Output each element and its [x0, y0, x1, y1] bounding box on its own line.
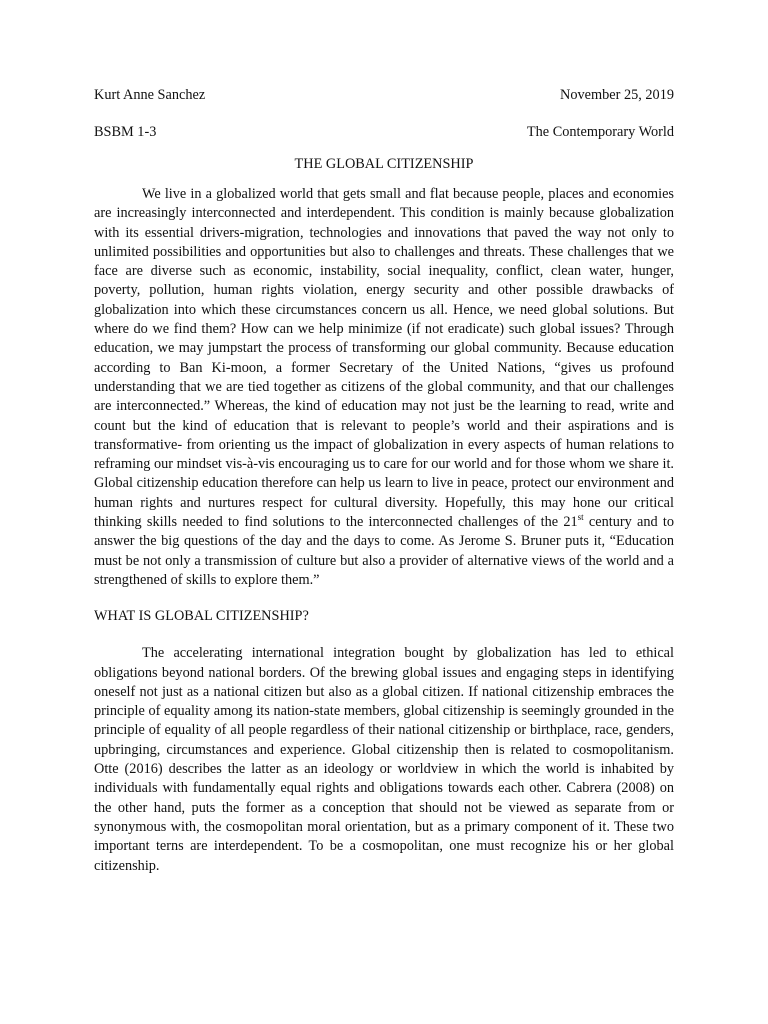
header-row-2 [94, 123, 674, 141]
document-date: November 25, 2019 [560, 87, 674, 103]
paragraph-intro-text-b: century and to answer the big questions of the day and the days to come. As Jerome S. Bruner puts it, “Education must be not only a transmission of culture but also a provider of alternative views of the world and a strengthened of skills to explore them.” [94, 514, 674, 588]
author-name: Kurt Anne Sanchez [94, 87, 206, 103]
paragraph-definition: The accelerating international integration bought by globalization has led to ethical obligations beyond national borders. Of the brewing global issues and engaging steps in identifying oneself not just as a national citizen but also as a global citizen. If national citizenship embraces the principle of equality among its nation-state members, global citizenship is seemingly grounded in the principle of equality of all people regardless of their national citizenship or birthplace, race, genders, upbringing, circumstances and experience. Global citizenship then is related to cosmopolitanism. Otte (2016) describes the latter as an ideology or worldview in which the world is inhabited by individuals with fundamentally equal rights and obligations towards each other. Cabrera (2008) on the other hand, puts the former as a conception that should not be viewed as separate from or synonymous with, the cosmopolitan moral orientation, but as a primary component of it. These two important terns are interdependent. To be a cosmopolitan, one must recognize his or her global citizenship. [94, 645, 674, 874]
course-name: The Contemporary World [526, 124, 674, 140]
paragraph-intro-text-a: We live in a globalized world that gets small and flat because people, places and economies are increasingly interconnected and interdependent. This condition is mainly because globalization with its essential drivers-migration, technologies and innovations that paved the way not only to unlimited possibilities and opportunities but also to challenges and threats. These challenges that we face are diverse such as economic, instability, social inequality, conflict, clean water, hunger, poverty, pollution, human rights violation, energy security and other possible drawbacks of globalization into which these circumstances concern us all. Hence, we need global solutions. But where do we find them? How can we help minimize (if not eradicate) such global issues? Through education, we may jumpstart the process of transforming our global community. Because education according to Ban Ki-moon, a former Secretary of the United Nations, “gives us profound understanding that we are tied together as citizens of the global community, and that our challenges are interconnected.” Whereas, the kind of education may not just be the learning to read, write and count but the kind of education that is relevant to people’s world and their aspirations and is transformative- from orienting us the impact of globalization in every aspects of human relations to reframing our mindset vis-à-vis encouraging us to care for our world and for those whom we share it. Global citizenship education therefore can help us learn to live in peace, protect our environment and human rights and nurtures respect for cultural diversity. Hopefully, this may hone our critical thinking skills needed to find solutions to the interconnected challenges of the 21 [94, 186, 674, 531]
ordinal-superscript: st [577, 512, 584, 523]
class-section: BSBM 1-3 [94, 124, 157, 140]
document-title: THE GLOBAL CITIZENSHIP [294, 156, 474, 172]
section-heading: WHAT IS GLOBAL CITIZENSHIP? [94, 608, 309, 625]
paragraph-intro [94, 185, 674, 590]
header-row-1 [94, 86, 674, 104]
